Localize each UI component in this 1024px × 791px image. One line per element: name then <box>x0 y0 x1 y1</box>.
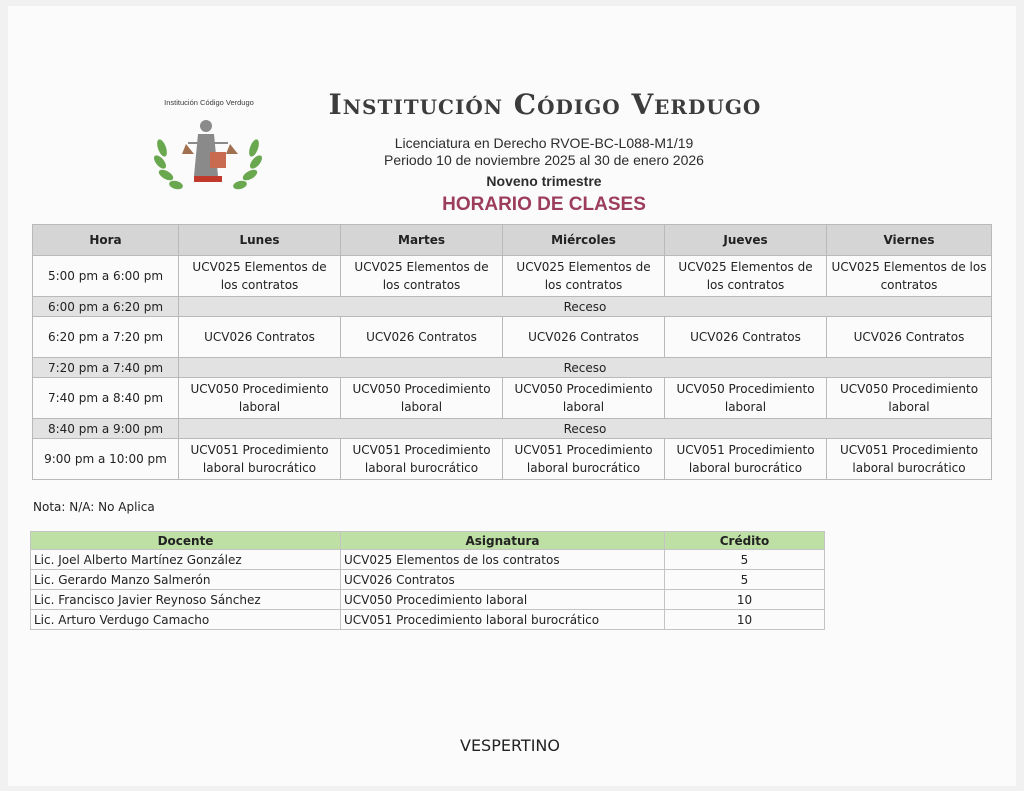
class-cell: UCV026 Contratos <box>665 317 827 358</box>
time-cell: 7:20 pm a 7:40 pm <box>33 358 179 378</box>
column-header: Viernes <box>827 225 992 256</box>
class-cell: UCV026 Contratos <box>341 317 503 358</box>
class-cell: UCV026 Contratos <box>503 317 665 358</box>
program-line: Licenciatura en Derecho RVOE-BC-L088-M1/19 <box>394 135 694 151</box>
schedule-table <box>32 224 992 480</box>
class-cell: UCV025 Elementos de los contratos <box>827 256 992 297</box>
class-cell: UCV050 Procedimiento laboral <box>665 378 827 419</box>
teacher-row <box>31 570 825 590</box>
teacher-row <box>31 550 825 570</box>
time-cell: 5:00 pm a 6:00 pm <box>33 256 179 297</box>
teacher-name: Lic. Gerardo Manzo Salmerón <box>31 570 341 590</box>
break-cell: Receso <box>179 297 992 317</box>
teacher-row <box>31 590 825 610</box>
column-header: Asignatura <box>341 532 665 550</box>
note-text: Nota: N/A: No Aplica <box>33 500 155 514</box>
class-cell: UCV025 Elementos de los contratos <box>341 256 503 297</box>
schedule-row <box>33 256 992 297</box>
column-header: Jueves <box>665 225 827 256</box>
credit-value: 5 <box>665 570 825 590</box>
column-header: Miércoles <box>503 225 665 256</box>
schedule-header-row <box>33 225 992 256</box>
subject-name: UCV025 Elementos de los contratos <box>341 550 665 570</box>
teacher-row <box>31 610 825 630</box>
class-cell: UCV051 Procedimiento laboral burocrático <box>665 439 827 480</box>
class-cell: UCV051 Procedimiento laboral burocrático <box>341 439 503 480</box>
time-cell: 6:20 pm a 7:20 pm <box>33 317 179 358</box>
class-cell: UCV050 Procedimiento laboral <box>179 378 341 419</box>
subject-name: UCV026 Contratos <box>341 570 665 590</box>
schedule-title: HORARIO DE CLASES <box>442 194 646 215</box>
shift-label: VESPERTINO <box>460 736 560 755</box>
break-cell: Receso <box>179 358 992 378</box>
institution-logo <box>148 96 268 200</box>
class-cell: UCV025 Elementos de los contratos <box>665 256 827 297</box>
column-header: Docente <box>31 532 341 550</box>
break-row <box>33 358 992 378</box>
class-cell: UCV051 Procedimiento laboral burocrático <box>827 439 992 480</box>
schedule-row <box>33 439 992 480</box>
break-cell: Receso <box>179 419 992 439</box>
teacher-name: Lic. Arturo Verdugo Camacho <box>31 610 341 630</box>
time-cell: 6:00 pm a 6:20 pm <box>33 297 179 317</box>
time-cell: 7:40 pm a 8:40 pm <box>33 378 179 419</box>
teacher-name: Lic. Francisco Javier Reynoso Sánchez <box>31 590 341 610</box>
class-cell: UCV026 Contratos <box>827 317 992 358</box>
class-cell: UCV026 Contratos <box>179 317 341 358</box>
break-row <box>33 297 992 317</box>
subject-name: UCV050 Procedimiento laboral <box>341 590 665 610</box>
class-cell: UCV050 Procedimiento laboral <box>341 378 503 419</box>
teachers-table <box>30 531 825 630</box>
column-header: Hora <box>33 225 179 256</box>
class-cell: UCV025 Elementos de los contratos <box>503 256 665 297</box>
class-cell: UCV050 Procedimiento laboral <box>827 378 992 419</box>
column-header: Crédito <box>665 532 825 550</box>
subject-name: UCV051 Procedimiento laboral burocrático <box>341 610 665 630</box>
period-line: Periodo 10 de noviembre 2025 al 30 de enero 2026 <box>384 152 704 168</box>
credit-value: 10 <box>665 590 825 610</box>
column-header: Lunes <box>179 225 341 256</box>
logo-caption: Institución Código Verdugo <box>164 98 254 107</box>
schedule-row <box>33 317 992 358</box>
time-cell: 9:00 pm a 10:00 pm <box>33 439 179 480</box>
column-header: Martes <box>341 225 503 256</box>
term-line: Noveno trimestre <box>486 173 602 189</box>
schedule-row <box>33 378 992 419</box>
teachers-header-row <box>31 532 825 550</box>
institution-title: Institución Código Verdugo <box>328 88 762 121</box>
break-row <box>33 419 992 439</box>
time-cell: 8:40 pm a 9:00 pm <box>33 419 179 439</box>
class-cell: UCV051 Procedimiento laboral burocrático <box>503 439 665 480</box>
class-cell: UCV025 Elementos de los contratos <box>179 256 341 297</box>
class-cell: UCV051 Procedimiento laboral burocrático <box>179 439 341 480</box>
class-cell: UCV050 Procedimiento laboral <box>503 378 665 419</box>
credit-value: 5 <box>665 550 825 570</box>
credit-value: 10 <box>665 610 825 630</box>
teacher-name: Lic. Joel Alberto Martínez González <box>31 550 341 570</box>
